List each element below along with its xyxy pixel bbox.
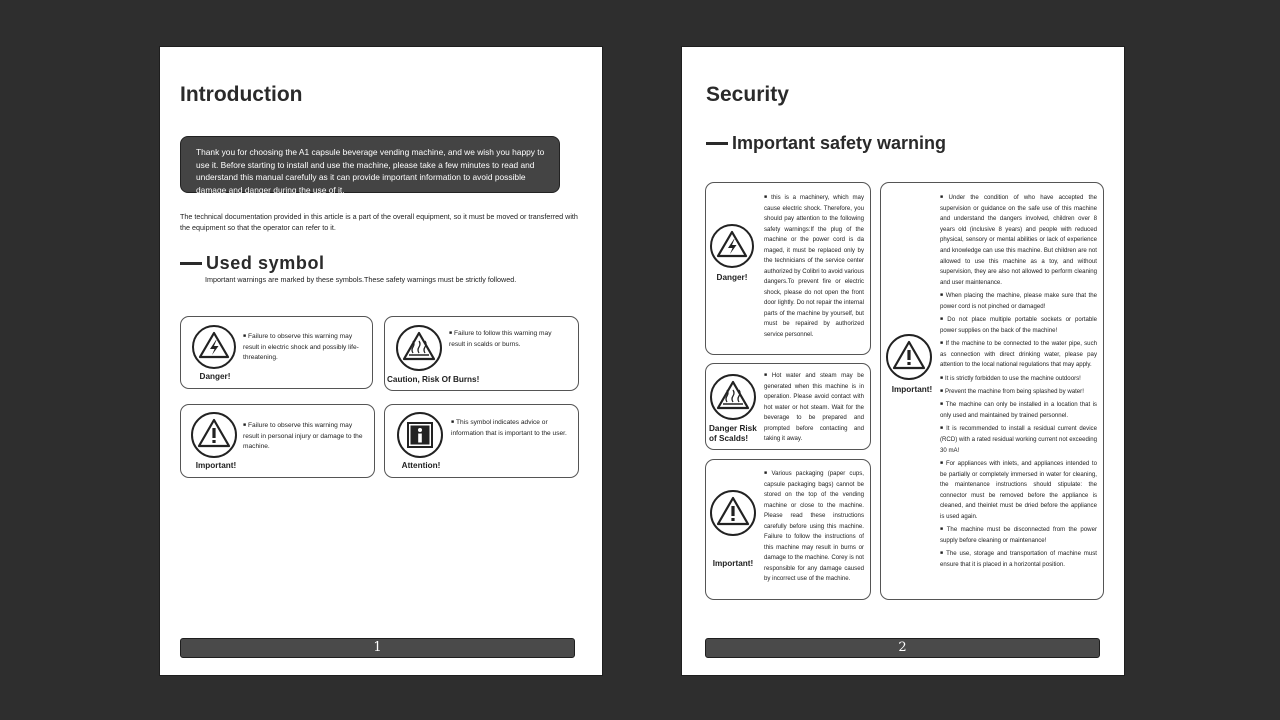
warning-text: ■ this is a machinery, which may cause electric shock. Therefore, you should pay attention to the following safety warnings:If the plug of the machine or the power cord is da maged, it must be replaced only by the technicians of the service center authorized by Colibri to avoid various dangers.To prevent fire or electric shock, please do not open the front door lightly. Do not repair the internal parts of the machine by yourself, but must be repaired by authorized service personnel. — [764, 194, 864, 338]
warning-card-scalds — [705, 363, 871, 450]
section-subtitle: Important warnings are marked by these symbols.These safety warnings must be strictly followed. — [205, 275, 517, 284]
symbol-label: Caution, Risk Of Burns! — [387, 375, 480, 384]
intro-text: Thank you for choosing the A1 capsule beverage vending machine, and we wish you happy to use it. Before starting to install and use the machine, please take a few minutes to read and understand this manual carefully as it can provide important information to avoid possible damage and danger during the use of it. — [196, 147, 545, 195]
section-title: Used symbol — [206, 253, 325, 273]
symbol-card-important — [180, 404, 375, 478]
page-title: Security — [706, 83, 789, 106]
symbol-card-danger — [180, 316, 373, 389]
list-item: ■ Do not place multiple portable sockets or portable power supplies on the back of the machine! — [940, 316, 1097, 334]
info-icon — [396, 411, 444, 459]
symbol-label: Danger! — [199, 372, 231, 381]
symbol-text: ■ Failure to observe this warning may result in electric shock and possibly life-threatening. — [243, 333, 359, 361]
symbol-label: Attention! — [401, 461, 441, 470]
symbol-text: ■ Failure to follow this warning may result in scalds or burns. — [449, 330, 552, 348]
list-item: ■ It is recommended to install a residual current device (RCD) with a rated residual working current not exceeding 30 mA! — [940, 425, 1097, 454]
page-number: 2 — [898, 640, 907, 655]
warning-label: Danger Risk of Scalds! — [709, 424, 757, 443]
list-item: ■ For appliances with inlets, and appliances intended to be partially or completely immersed in water for cleaning, the maintenance instructions should stipulate: the connector must be removed before the appliance is cleaned, and theinlet must be dried before the appliance is used again. — [940, 460, 1097, 520]
important-label: Important! — [891, 385, 933, 394]
list-item: ■ The machine can only be installed in a location that is only used and maintained by trained personnel. — [940, 401, 1097, 420]
page-number-bar — [705, 638, 1100, 658]
list-item: ■ The machine must be disconnected from the power supply before cleaning or maintenance! — [940, 526, 1097, 544]
important-card — [880, 182, 1104, 600]
warning-text: ■ Various packaging (paper cups, capsule packaging bags) cannot be stored on the top of the vending machine or close to the machine. Please read these instructions carefully before using this machine. Failure to follow the instructions of this machine may result in burns or damage to the machine. Corey is not responsible for any damage caused by incorrect use of the machine. — [764, 470, 864, 582]
manual-page-1 — [160, 47, 602, 675]
important-list — [940, 192, 1097, 572]
list-item: ■ The use, storage and transportation of machine must ensure that it is placed in a horizontal position. — [940, 550, 1097, 568]
section-heading — [706, 133, 946, 154]
hot-surface-icon — [395, 324, 443, 372]
list-item: ■ Under the condition of who have accepted the supervision or guidance on the safe use of this machine and understand the dangers involved, children over 8 years old (inclusive 8 years) and people with reduced physical, sensory or mental abilities or lack of experience and knowledge can use this machine. But children are not allowed to use this machine as a toy, and without supervision, they are also not allowed to perform cleaning and user maintenance. — [940, 194, 1097, 286]
exclamation-icon — [190, 411, 238, 459]
intro-box — [180, 136, 560, 193]
manual-page-2 — [682, 47, 1124, 675]
warning-text: ■ Hot water and steam may be generated when this machine is in operation. Please avoid contact with hot water or hot steam. Wait for the beverage to be prepared and prompted before contacting and taking it away. — [764, 372, 864, 442]
symbol-text: ■ Failure to observe this warning may result in personal injury or damage to the machine. — [243, 422, 363, 450]
list-item: ■ If the machine to be connected to the water pipe, such as connection with direct drinking water, please pay attention to the local national regulations that may apply. — [940, 340, 1098, 369]
warning-card-packaging — [705, 459, 871, 600]
section-title: Important safety warning — [732, 133, 947, 153]
hot-surface-icon — [709, 373, 757, 421]
electric-shock-icon — [191, 324, 237, 370]
page-title: Introduction — [180, 83, 303, 106]
page-number: 1 — [373, 640, 382, 655]
page-number-bar — [180, 638, 575, 658]
heading-dash — [180, 262, 202, 265]
section-heading — [180, 253, 325, 274]
electric-shock-icon — [709, 223, 755, 269]
list-item: ■ Prevent the machine from being splashed by water! — [940, 388, 1084, 396]
symbol-card-attention — [384, 404, 579, 478]
technical-note: The technical documentation provided in this article is a part of the overall equipment, so it must be moved or transferred with the equipment so that the operator can refer to it. — [180, 212, 578, 232]
list-item: ■ When placing the machine, please make sure that the power cord is not pinched or damaged! — [940, 292, 1097, 310]
exclamation-icon — [885, 333, 933, 381]
list-item: ■ It is strictly forbidden to use the machine outdoors! — [940, 374, 1081, 382]
heading-dash — [706, 142, 728, 145]
symbol-card-burns — [384, 316, 579, 391]
exclamation-icon — [709, 489, 757, 537]
symbol-label: Important! — [195, 461, 237, 470]
symbol-text: ■ This symbol indicates advice or information that is important to the user. — [451, 419, 567, 437]
warning-label: Important! — [712, 559, 754, 568]
warning-card-electric — [705, 182, 871, 355]
warning-label: Danger! — [716, 273, 748, 282]
